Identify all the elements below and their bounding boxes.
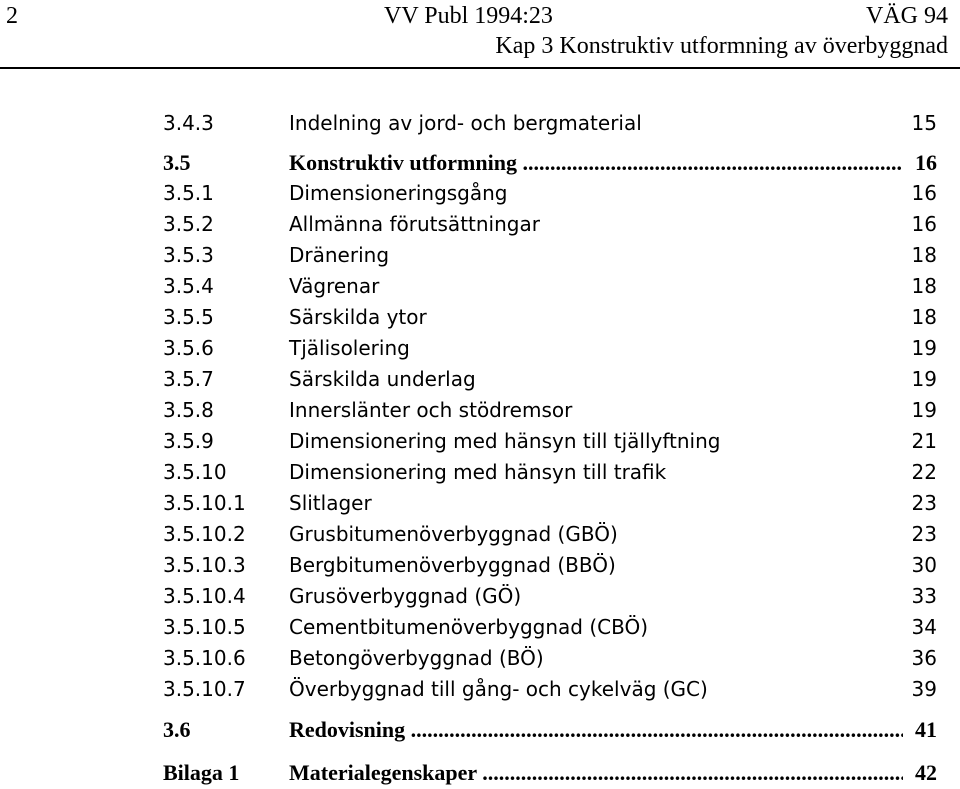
toc-entry [163,302,937,333]
toc-entry [163,488,937,519]
toc-entry-title: Bergbitumenöverbyggnad (BBÖ) [289,553,616,577]
toc-entry-page: 15 [911,111,937,135]
toc-entry-title: Vägrenar [289,274,380,298]
toc-entry-title: Allmänna förutsättningar [289,212,540,236]
toc-entry [163,643,937,674]
toc-entry-title: Redovisning ..... [289,714,903,745]
toc-entry-number: 3.5.9 [163,429,214,453]
toc-entry [163,395,937,426]
toc-entry-title: Dimensionering med hänsyn till tjällyftning [289,429,721,453]
toc-entry [163,550,937,581]
toc-entry-number: 3.5.6 [163,336,214,360]
toc-entry-title: Dimensioneringsgång [289,181,508,205]
toc-entry-number: 3.5.4 [163,274,214,298]
header-rule [0,67,960,69]
toc-entry [163,333,937,364]
toc-entry-number: 3.5.10.1 [163,491,246,515]
toc-entry-page: 41 [915,717,937,742]
toc-entry-title: Indelning av jord- och bergmaterial [289,111,642,135]
toc-entry-number: 3.5.10.2 [163,522,246,546]
toc-entry-number: 3.5.8 [163,398,214,422]
toc-entry-title: Grusbitumenöverbyggnad (GBÖ) [289,522,618,546]
document-edition: VÄG 94 [866,3,948,29]
toc-entry [163,581,937,612]
toc-entry-title: Särskilda underlag [289,367,476,391]
toc-entry-page: 21 [911,429,937,453]
page-header [0,0,960,70]
toc-entry-title: Innerslänter och stödremsor [289,398,573,422]
toc-entry-title: Betongöverbyggnad (BÖ) [289,646,544,670]
toc-entry-page: 39 [911,677,937,701]
toc-section-entry [163,147,937,178]
toc-entry-number: 3.6 [163,717,191,742]
toc-entry-title: Slitlager [289,491,372,515]
toc-entry-number: Bilaga 1 [163,760,240,785]
toc-entry-number: 3.5 [163,150,191,175]
toc-entry [163,209,937,240]
toc-entry-number: 3.5.7 [163,367,214,391]
chapter-title: Kap 3 Konstruktiv utformning av överbyggnad [495,33,948,59]
toc-entry [163,612,937,643]
toc-entry-number: 3.5.3 [163,243,214,267]
toc-entry-title: Cementbitumenöverbyggnad (CBÖ) [289,615,648,639]
toc-entry-page: 34 [911,615,937,639]
toc-entry-page: 23 [911,522,937,546]
toc-entry-number: 3.5.10.3 [163,553,246,577]
toc-entry [163,108,937,139]
toc-entry-title: Materialegenskaper ..... [289,757,903,788]
toc-entry [163,364,937,395]
toc-entry-title: Överbyggnad till gång- och cykelväg (GC) [289,677,708,701]
toc-entry-page: 18 [911,243,937,267]
toc-entry-page: 33 [911,584,937,608]
document-id: VV Publ 1994:23 [384,3,553,29]
toc-entry-title: Tjälisolering [289,336,410,360]
toc-entry [163,426,937,457]
toc-entry-page: 16 [911,212,937,236]
toc-entry-number: 3.5.10.5 [163,615,246,639]
toc-entry-title: Grusöverbyggnad (GÖ) [289,584,522,608]
toc-entry [163,240,937,271]
toc-section-entry [163,714,937,745]
toc-entry-page: 19 [911,367,937,391]
toc-entry-number: 3.5.1 [163,181,214,205]
toc-entry-number: 3.5.10.7 [163,677,246,701]
toc-entry-number: 3.5.10 [163,460,227,484]
toc-entry-title: Särskilda ytor [289,305,427,329]
toc-entry-number: 3.5.5 [163,305,214,329]
toc-entry-number: 3.4.3 [163,111,214,135]
toc-entry-page: 19 [911,398,937,422]
page-number: 2 [6,3,18,29]
toc-entry-page: 18 [911,305,937,329]
toc-entry-page: 36 [911,646,937,670]
toc-section-entry [163,757,937,788]
toc-entry-title: Dränering [289,243,390,267]
toc-entry [163,178,937,209]
toc-entry [163,271,937,302]
toc-entry [163,519,937,550]
toc-entry-page: 22 [911,460,937,484]
toc-entry-number: 3.5.10.4 [163,584,246,608]
toc-entry-page: 16 [915,150,937,175]
toc-entry-page: 30 [911,553,937,577]
toc-entry [163,457,937,488]
toc-entry-page: 18 [911,274,937,298]
toc-entry-title: Dimensionering med hänsyn till trafik [289,460,667,484]
table-of-contents [163,108,937,788]
toc-entry-page: 16 [911,181,937,205]
toc-entry [163,674,937,705]
toc-entry-page: 42 [915,760,937,785]
toc-entry-page: 19 [911,336,937,360]
toc-entry-number: 3.5.2 [163,212,214,236]
toc-entry-page: 23 [911,491,937,515]
toc-entry-title: Konstruktiv utformning ..... [289,147,903,178]
toc-entry-number: 3.5.10.6 [163,646,246,670]
